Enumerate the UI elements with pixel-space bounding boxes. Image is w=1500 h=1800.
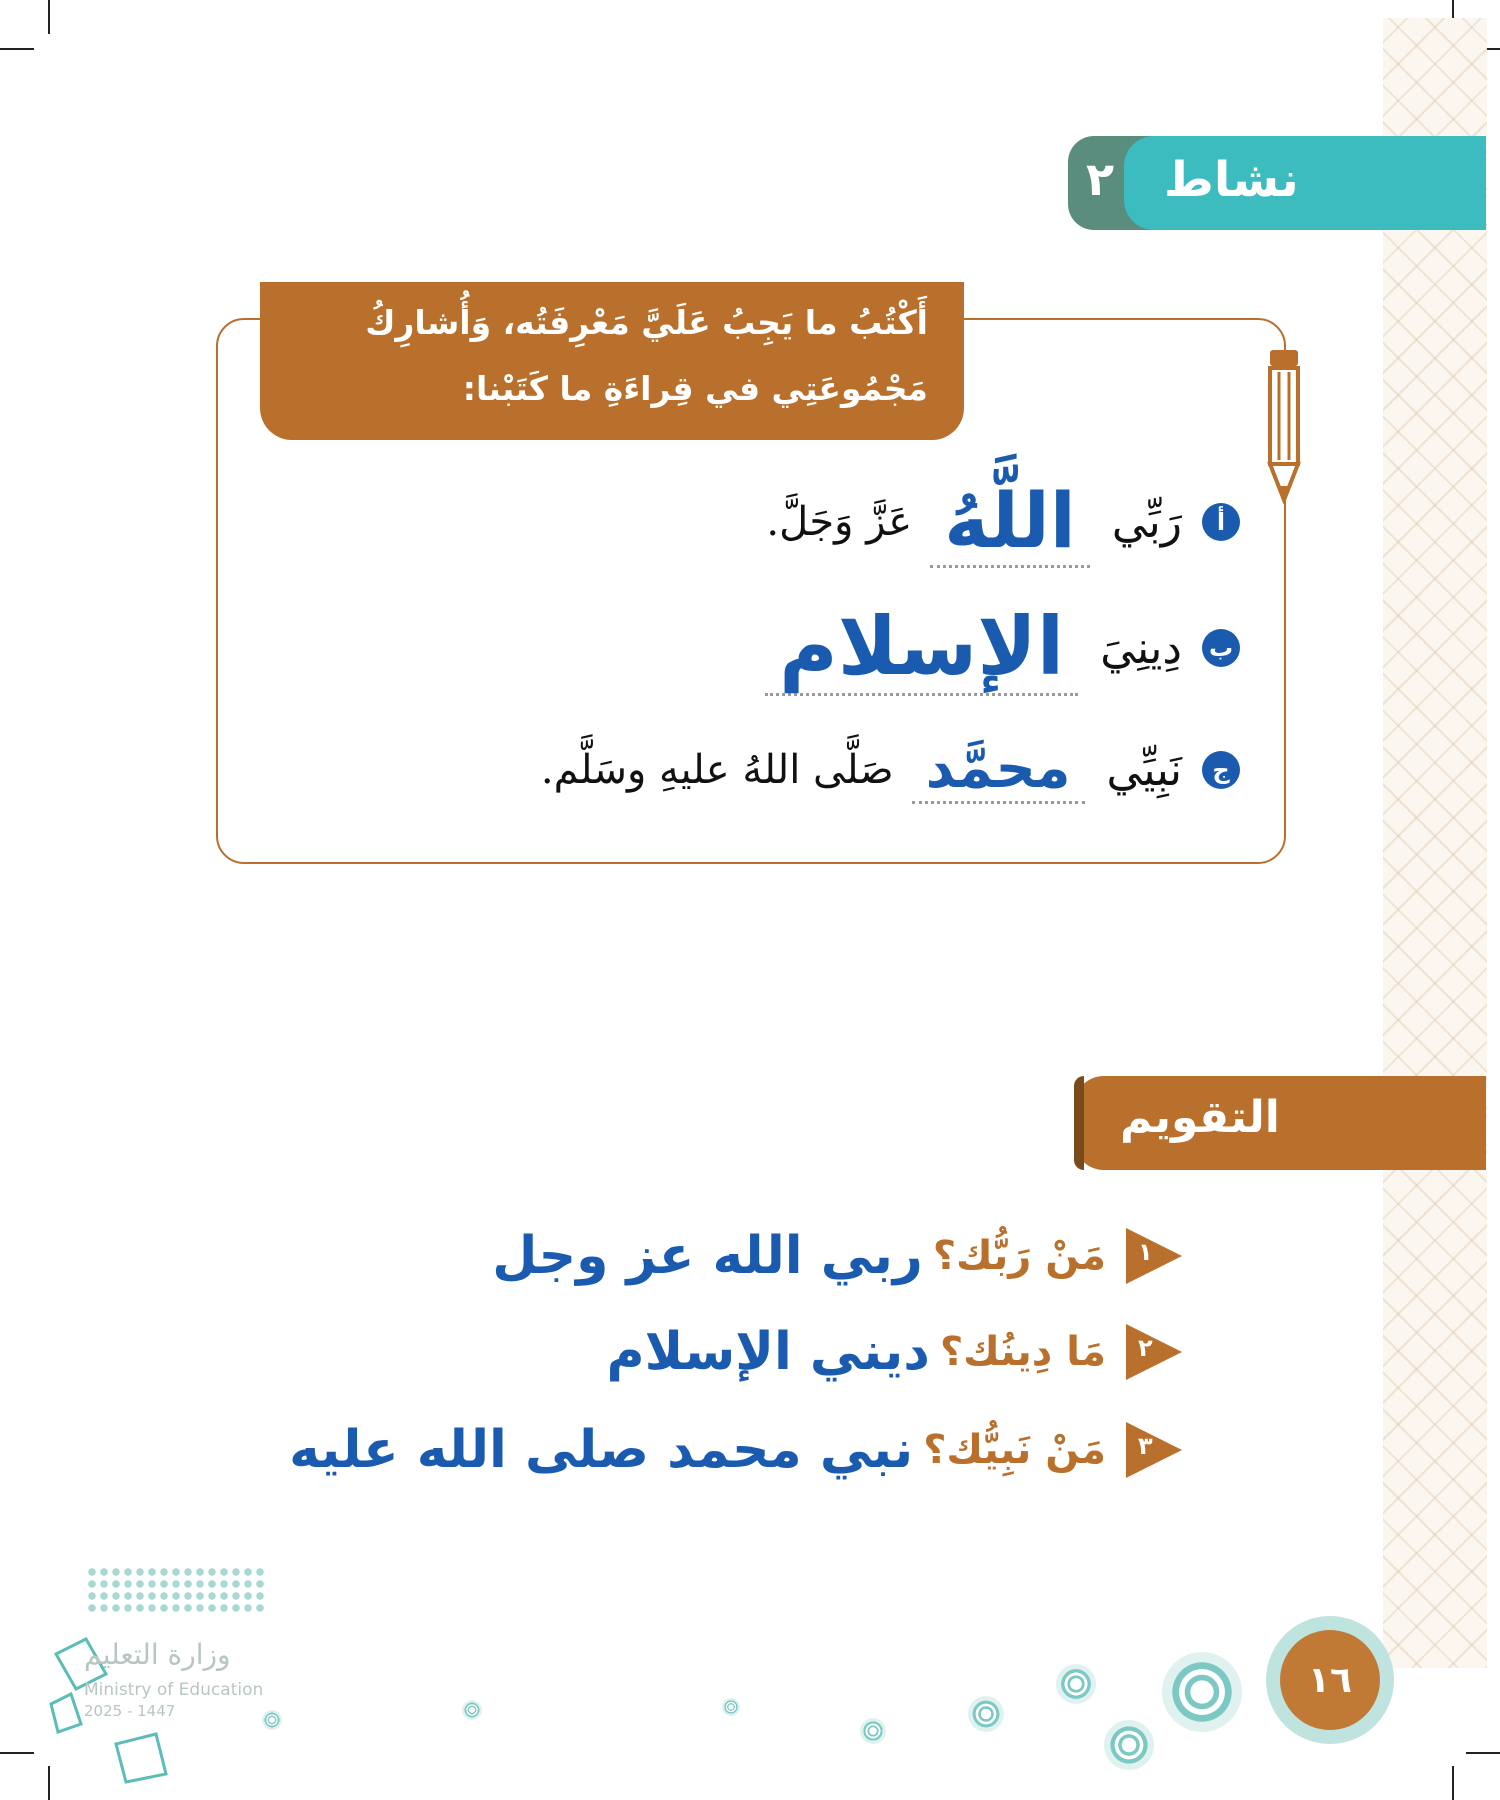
decorative-pattern-strip (1383, 18, 1487, 1668)
evaluation-title: التقويم (1120, 1092, 1280, 1143)
crop-mark (0, 48, 34, 50)
crop-mark (48, 0, 50, 34)
question-text: مَنْ نَبِيُّك؟ (923, 1427, 1106, 1473)
crop-mark (1452, 1766, 1454, 1800)
page-number: ١٦ (1280, 1630, 1380, 1730)
rosette-ornament (722, 1698, 740, 1716)
rosette-ornament (860, 1718, 886, 1744)
activity-instruction (260, 282, 964, 440)
pencil-icon (1264, 344, 1304, 504)
answer-text: نبي محمد صلى الله عليه (289, 1420, 914, 1480)
ministry-name-english: Ministry of Education (84, 1680, 264, 1700)
ministry-year: 2025 - 1447 (84, 1702, 176, 1720)
question-text: مَا دِينُك؟ (939, 1329, 1106, 1375)
question-number-marker (1126, 1422, 1182, 1478)
rosette-ornament (1104, 1720, 1154, 1770)
ministry-name-arabic: وزارة التعليم (84, 1638, 231, 1671)
item-marker: ج (1202, 751, 1240, 789)
evaluation-question (492, 1226, 1182, 1286)
question-number-marker (1126, 1324, 1182, 1380)
ministry-logo-dots (86, 1566, 266, 1616)
question-number: ٣ (1138, 1432, 1153, 1460)
activity-label: نشاط (1164, 152, 1299, 208)
rosette-ornament (1162, 1652, 1242, 1732)
item-suffix: عَزَّ وَجَلَّ. (766, 499, 913, 545)
instruction-line: أَكْتُبُ ما يَجِبُ عَلَيَّ مَعْرِفَتُه، وَأُشارِكُ (365, 303, 928, 342)
activity-item (766, 476, 1240, 568)
crop-mark (0, 1752, 34, 1754)
rosette-ornament (968, 1696, 1004, 1732)
item-word: اللَّهُ (930, 476, 1090, 568)
item-prefix: نَبِيِّي (1106, 744, 1182, 796)
answer-text: ديني الإسلام (606, 1322, 930, 1382)
rosette-ornament (1056, 1664, 1096, 1704)
question-text: مَنْ رَبُّك؟ (932, 1233, 1106, 1279)
evaluation-header (1074, 1076, 1486, 1170)
question-number: ١ (1138, 1238, 1153, 1266)
item-marker: أ (1202, 503, 1240, 541)
item-word: محمَّد (912, 736, 1085, 804)
activity-item (747, 600, 1240, 696)
activity-number: ٢ (1086, 152, 1115, 206)
item-prefix: دِينِيَ (1100, 622, 1182, 674)
crop-mark (1466, 1752, 1500, 1754)
answer-text: ربي الله عز وجل (492, 1226, 923, 1286)
evaluation-question (607, 1322, 1182, 1382)
evaluation-question (289, 1420, 1182, 1480)
item-suffix: صَلَّى اللهُ عليهِ وسَلَّم. (540, 747, 894, 793)
item-marker: ب (1202, 629, 1240, 667)
question-number-marker (1126, 1228, 1182, 1284)
item-word: الإسلام (765, 600, 1078, 696)
rosette-ornament (262, 1710, 282, 1730)
activity-item (541, 736, 1240, 804)
rosette-ornament (462, 1700, 482, 1720)
instruction-line: مَجْمُوعَتِي في قِراءَةِ ما كَتَبْنا: (462, 369, 928, 408)
activity-header (1124, 136, 1486, 230)
question-number: ٢ (1138, 1334, 1153, 1362)
item-prefix: رَبِّي (1111, 496, 1182, 548)
